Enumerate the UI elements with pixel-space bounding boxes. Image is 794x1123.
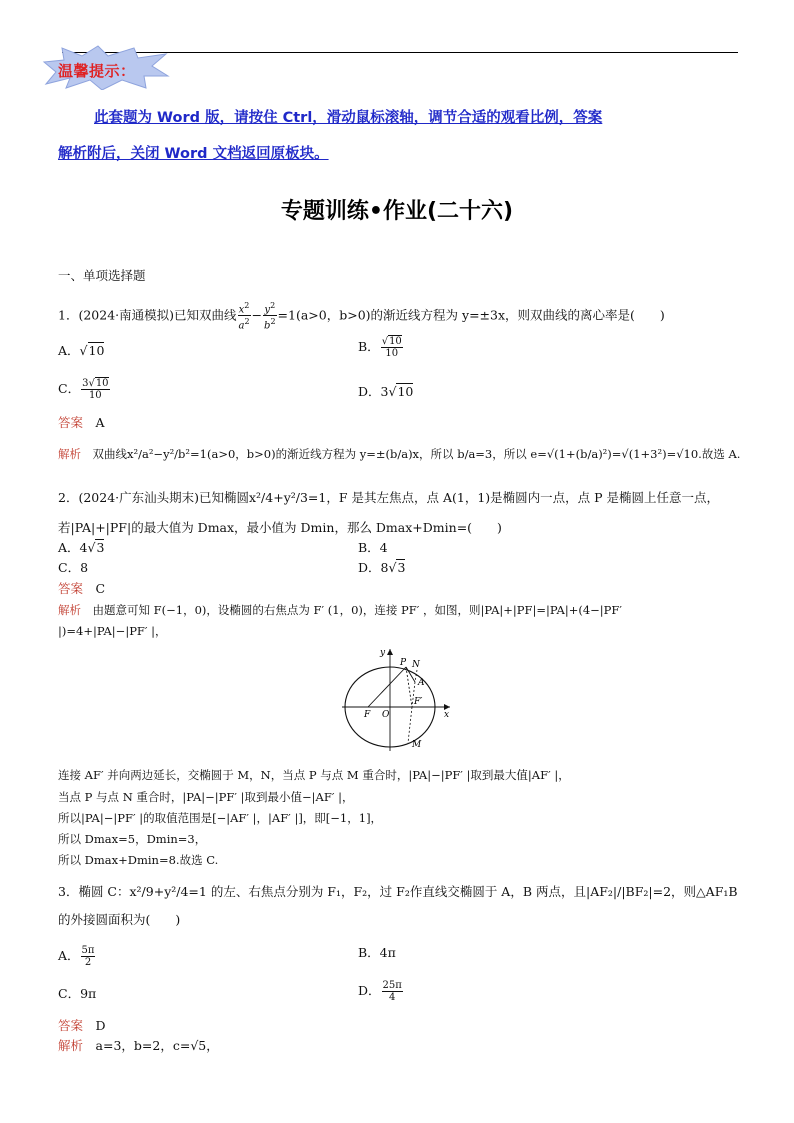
fig-label-p: P xyxy=(400,658,407,668)
q3-option-d: D． $\frac{25\pi}{4}$ xyxy=(358,980,402,1003)
q3-option-c: C．9π xyxy=(58,986,97,1001)
q1-stem: 1．(2024·南通模拟)已知双曲线 $\frac{x^2}{a^2}$ − $\frac{y^2}{b^2}$ =1(a>0，b>0)的渐近线方程为 y=±3x，则双曲线的离心率是( ) xyxy=(58,301,665,332)
notice-line-1: 此套题为 Word 版，请按住 Ctrl，滑动鼠标滚轴，调节合适的观看比例，答案 xyxy=(94,110,603,126)
q2-analysis-2: |)=4+|PA|−|PF′ |， xyxy=(58,624,167,638)
q2-stem-1: 2．(2024·广东汕头期末)已知椭圆x²/4+y²/3=1，F 是其左焦点，点 A(1，1)是椭圆内一点，点 P 是椭圆上任意一点， xyxy=(58,490,720,505)
q2-after-2: 当点 P 与点 N 重合时，|PA|−|PF′ |取到最小值−|AF′ |， xyxy=(58,790,354,804)
fig-label-m: M xyxy=(412,740,422,750)
fig-label-a: A xyxy=(418,678,425,688)
ellipse-figure xyxy=(338,645,456,753)
q1-option-b: B． $\frac{√10}{10}$ xyxy=(358,336,402,359)
fig-label-o: O xyxy=(382,710,390,720)
q1-stem-a: 1．(2024·南通模拟)已知双曲线 xyxy=(58,307,237,323)
q2-answer: 答案 C xyxy=(58,581,106,596)
q2-analysis-1: 解析 由题意可知 F(−1，0)，设椭圆的右焦点为 F′ (1，0)，连接 PF′ ，如图，则|PA|+|PF|=|PA|+(4−|PF′ xyxy=(58,603,623,617)
q2-stem-2: 若|PA|+|PF|的最大值为 Dmax，最小值为 Dmin，那么 Dmax+Dmin=( ) xyxy=(58,520,502,535)
q2-option-d: D．8√3 xyxy=(358,560,406,575)
notice-line-2: 解析附后，关闭 Word 文档返回原板块。 xyxy=(58,146,329,162)
q1-option-a: A．√10 xyxy=(58,343,105,358)
q2-option-b: B．4 xyxy=(358,540,388,555)
page-title: 专题训练•作业(二十六) xyxy=(280,199,514,224)
q3-option-b: B．4π xyxy=(358,945,396,960)
notice-text xyxy=(58,100,740,172)
q2-after-3: 所以|PA|−|PF′ |的取值范围是[−|AF′ |，|AF′ |]，即[−1，1]， xyxy=(58,811,383,825)
q1-analysis: 解析 双曲线x²/a²−y²/b²=1(a>0，b>0)的渐近线方程为 y=±(b/a)x，所以 b/a=3，所以 e=√(1+(b/a)²)=√(1+3²)=√10.故选 A. xyxy=(58,447,741,461)
q1-option-c: C． $\frac{3√10}{10}$ xyxy=(58,378,109,401)
q3-stem-2: 的外接圆面积为( ) xyxy=(58,912,181,927)
fig-label-f: F xyxy=(364,710,371,720)
fig-label-y: y xyxy=(380,648,386,658)
fig-label-x: x xyxy=(444,710,450,720)
fig-label-f-prime: F′ xyxy=(414,697,423,707)
q3-stem-1: 3．椭圆 C：x²/9+y²/4=1 的左、右焦点分别为 F₁，F₂，过 F₂作直线交椭圆于 A，B 两点，且|AF₂|/|BF₂|=2，则△AF₁B xyxy=(58,884,738,899)
q3-analysis: 解析 a=3，b=2，c=√5， xyxy=(58,1038,219,1053)
notice-title: 温馨提示： xyxy=(58,62,136,80)
q2-option-c: C．8 xyxy=(58,560,89,575)
q3-option-a: A． $\frac{5\pi}{2}$ xyxy=(58,945,95,968)
q2-after-5: 所以 Dmax+Dmin=8.故选 C. xyxy=(58,853,219,867)
q1-stem-b: =1(a>0，b>0)的渐近线方程为 y=±3x，则双曲线的离心率是( ) xyxy=(277,307,665,323)
q1-option-d: D．3√10 xyxy=(358,384,414,399)
q2-option-a: A．4√3 xyxy=(58,540,105,555)
fig-label-n: N xyxy=(412,660,420,670)
section-heading: 一、单项选择题 xyxy=(58,268,146,283)
q2-after-4: 所以 Dmax=5，Dmin=3， xyxy=(58,832,207,846)
q2-after-1: 连接 AF′ 并向两边延长，交椭圆于 M，N，当点 P 与点 M 重合时，|PA|−|PF′ |取到最大值|AF′ |， xyxy=(58,768,570,782)
q1-answer: 答案 A xyxy=(58,415,105,430)
q3-answer: 答案 D xyxy=(58,1018,106,1033)
